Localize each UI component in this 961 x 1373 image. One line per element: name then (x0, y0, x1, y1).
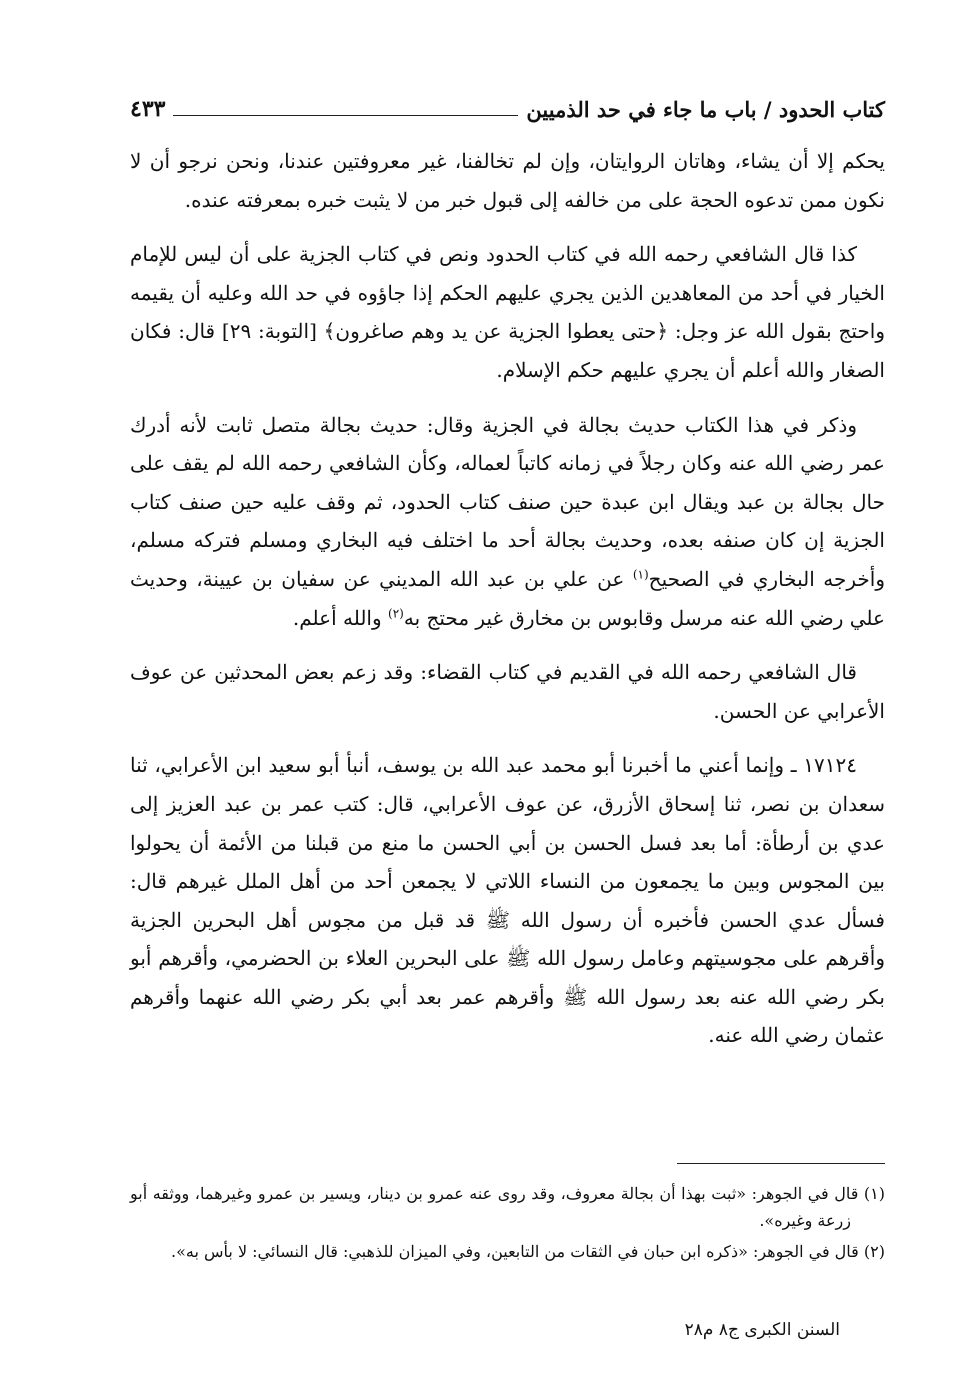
chapter-title: كتاب الحدود / باب ما جاء في حد الذميين (526, 97, 885, 122)
paragraph-text: وذكر في هذا الكتاب حديث بجالة في الجزية وقال: حديث بجالة متصل ثابت لأنه أدرك عمر رضي الله عنه وكان رجلاً في زمانه كاتباً لعماله، وكأن الشافعي رحمه الله لم يقف على حال بجالة بن عبد ويقال ابن عبدة حين صنف كتاب الحدود، ثم وقف عليه حين صنف كتاب الجزية إن كان صنفه بعده، وحديث بجالة أحد ما اختلف فيه البخاري ومسلم فتركه مسلم، وأخرجه البخاري في الصحيح (130, 412, 885, 591)
hadith-paragraph: ١٧١٢٤ ـ وإنما أعني ما أخبرنا أبو محمد عبد الله بن يوسف، أنبأ أبو سعيد ابن الأعرابي، ثنا سعدان بن نصر، ثنا إسحاق الأزرق، عن عوف الأعرابي، قال: كتب عمر بن عبد العزيز إلى عدي بن أرطأة: أما بعد فسل الحسن بن أبي الحسن ما منع من قبلنا من الأئمة أن يحولوا بين المجوس وبين ما يجمعون من النساء اللاتي لا يجمعن أحد من أهل الملل غيرهم قال: فسأل عدي الحسن فأخبره أن رسول الله ﷺ قد قبل من مجوس أهل البحرين الجزية وأقرهم على مجوسيتهم وعامل رسول الله ﷺ على البحرين العلاء بن الحضرمي، وأقرهم أبو بكر رضي الله عنه بعد رسول الله ﷺ وأقرهم عمر بعد أبي بكر رضي الله عنهما وأقرهم عثمان رضي الله عنه. (130, 753, 885, 1048)
page-number: ٤٣٣ (130, 96, 166, 122)
header-rule (173, 115, 518, 116)
paragraph (130, 406, 885, 638)
running-header (130, 88, 885, 128)
paragraph: قال الشافعي رحمه الله في القديم في كتاب القضاء: وقد زعم بعض المحدثين عن عوف الأعرابي عن الحسن. (130, 660, 885, 723)
footnote-ref[interactable]: (١) (632, 567, 649, 582)
volume-signature: السنن الكبرى ج٨ م٢٨ (684, 1320, 840, 1340)
footnote-ref[interactable]: (٢) (388, 605, 404, 620)
footnotes (130, 1180, 885, 1269)
paragraph: يحكم إلا أن يشاء، وهاتان الروايتان، وإن لم تخالفنا، غير معروفتين عندنا، ونحن نرجو أن لا نكون ممن تدعوه الحجة على من خالفه إلى قبول خبر من لا يثبت خبره بمعرفته عنده. (130, 149, 885, 212)
footnote: (٢) قال في الجوهر: «ذكره ابن حبان في الثقات من التابعين، وفي الميزان للذهبي: قال النسائي: لا بأس به». (171, 1242, 885, 1261)
footnote: (١) قال في الجوهر: «ثبت بهذا أن بجالة معروف، وقد روى عنه عمرو بن دينار، ويسير بن عمرو وغيرهما، ووثقه أبو زرعة وغيره». (130, 1184, 885, 1230)
main-text (130, 142, 885, 1071)
paragraph: كذا قال الشافعي رحمه الله في كتاب الحدود ونص في كتاب الجزية على أن ليس للإمام الخيار في أحد من المعاهدين الذين يجري عليهم الحكم إذا جاؤوه في حد الله وعليه أن يقيمه واحتج بقول الله عز وجل: ﴿حتى يعطوا الجزية عن يد وهم صاغرون﴾ [التوبة: ٢٩] قال: فكان الصغار والله أعلم أن يجري عليهم حكم الإسلام. (130, 242, 886, 382)
paragraph-text: عن علي بن عبد الله المديني عن سفيان بن عيينة، وحديث علي رضي الله عنه مرسل وقابوس بن مخارق غير محتج به (130, 566, 885, 630)
footnote-separator (677, 1163, 885, 1164)
paragraph-text: والله أعلم. (292, 605, 382, 630)
